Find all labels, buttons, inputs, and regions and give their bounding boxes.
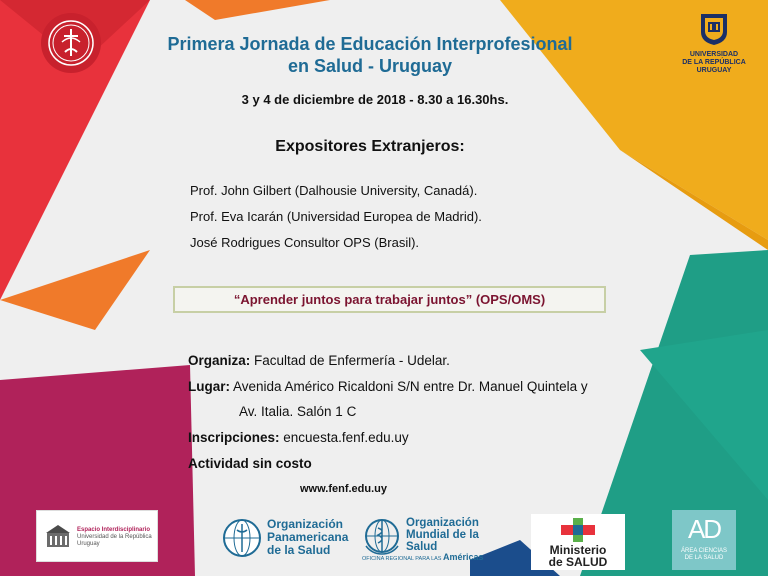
event-date: 3 y 4 de diciembre de 2018 - 8.30 a 16.30hs. [241,92,509,107]
ops-text-3: de la Salud [267,543,331,557]
msp-text-2: de SALUD [548,555,608,569]
oms-text-4: Américas [443,552,484,562]
website-link[interactable]: www.fenf.edu.uy [300,483,387,495]
oms-text-2: Mundial de la Salud [406,529,479,553]
who-emblem-icon [362,516,402,556]
udelar-text-1: UNIVERSIDAD [689,51,739,58]
oms-logo [362,514,512,564]
udelar-text-3: URUGUAY [696,67,732,74]
ops-logo [222,516,372,560]
ops-text-2: Panamericana [267,530,349,544]
venue-row [188,379,588,394]
venue-value-continued: Av. Italia. Salón 1 C [239,404,357,419]
registration-link[interactable]: encuesta.fenf.edu.uy [279,430,409,445]
fenf-seal-logo [40,12,102,74]
registration-label: Inscripciones: [188,430,280,445]
speaker-item: José Rodrigues Consultor OPS (Brasil). [190,235,420,250]
espacio-text-1: Espacio Interdisciplinario [77,527,151,533]
organizer-row [188,353,450,368]
event-title [120,33,620,77]
speaker-item: Prof. John Gilbert (Dalhousie University, Canadá). [190,183,478,198]
espacio-text-3: Uruguay [77,541,100,547]
organizer-value: Facultad de Enfermería - Udelar. [250,353,450,368]
msp-text-1: Ministerio [549,543,607,557]
building-icon [45,523,71,549]
motto-box: “Aprender juntos para trabajar juntos” (OPS/OMS) [173,286,606,313]
free-activity-note: Actividad sin costo [188,456,312,471]
venue-value: Avenida Américo Ricaldoni S/N entre Dr. Manuel Quintela y [230,379,588,394]
speakers-heading: Expositores Extranjeros: [275,138,465,155]
title-line-1: Primera Jornada de Educación Interprofesional [167,34,573,54]
health-cross-icon [561,518,595,542]
udelar-logo [668,12,760,75]
fenf-seal-icon [40,12,102,74]
espacio-interdisciplinario-logo [36,510,158,562]
oms-text-1: Organización [406,517,479,529]
oms-text-3: OFICINA REGIONAL PARA LAS [362,556,442,562]
espacio-text-2: Universidad de la República [77,534,152,540]
acs-letters: AD [687,514,721,544]
ops-text-1: Organización [267,517,344,531]
udelar-text-2: DE LA REPÚBLICA [682,59,746,66]
acs-text-2: DE LA SALUD [684,555,724,561]
organizer-label: Organiza: [188,353,251,368]
acs-text-1: ÁREA CIENCIAS [680,548,727,554]
speaker-item: Prof. Eva Icarán (Universidad Europea de Madrid). [190,209,482,224]
msp-logo [531,514,625,570]
ops-globe-icon [222,518,262,558]
title-line-2: en Salud - Uruguay [287,56,453,76]
udelar-shield-icon [699,12,729,46]
area-ciencias-salud-logo [672,510,736,570]
venue-label: Lugar: [188,379,230,394]
registration-row [188,430,409,445]
